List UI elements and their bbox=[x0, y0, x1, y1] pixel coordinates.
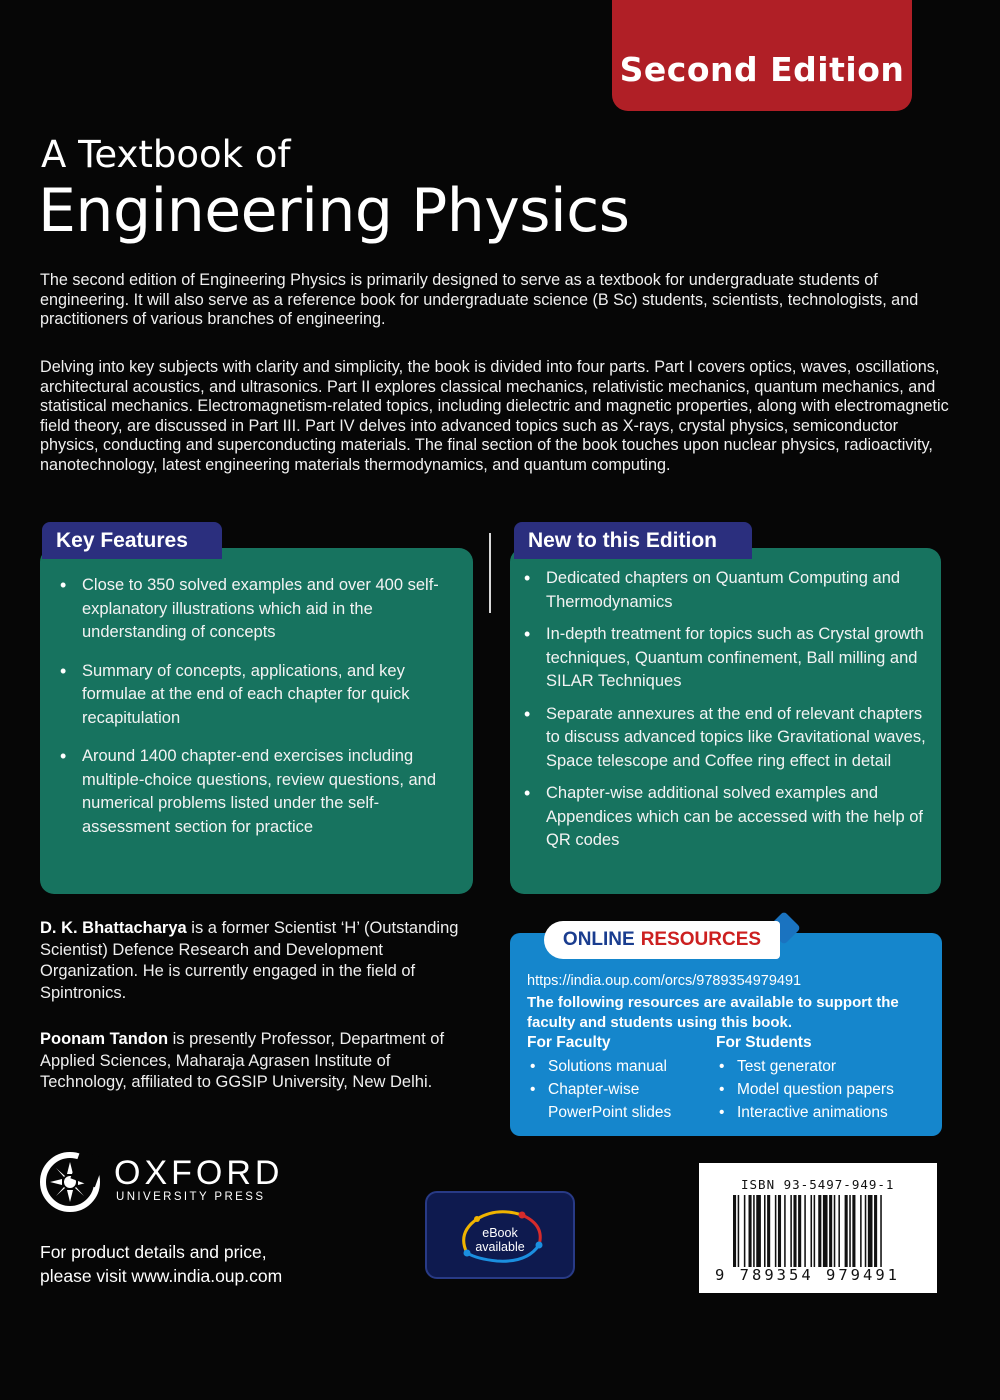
product-details-text bbox=[40, 1240, 282, 1288]
ebook-label-line2: available bbox=[475, 1240, 525, 1254]
new-edition-heading: New to this Edition bbox=[514, 522, 752, 559]
visit-line-1: For product details and price, bbox=[40, 1242, 267, 1262]
barcode-bar bbox=[790, 1195, 792, 1267]
key-feature-item: • Close to 350 solved examples and over 400 self-explanatory illustrations which aid in the understanding of concepts bbox=[56, 574, 461, 645]
author-bio-1 bbox=[40, 918, 470, 1004]
student-item: • Interactive animations bbox=[716, 1101, 894, 1124]
new-edition-item: • Separate annexures at the end of relevant chapters to discuss advanced topics like Gravitational waves, Space telescope and Coffee ring effect in detail bbox=[520, 703, 930, 774]
visit-line-2: please visit www.india.oup.com bbox=[40, 1266, 283, 1286]
edition-label: Second Edition bbox=[619, 50, 905, 89]
barcode-bar bbox=[749, 1195, 752, 1267]
barcode-bar bbox=[753, 1195, 755, 1267]
new-edition-item: • In-depth treatment for topics such as Crystal growth techniques, Quantum confinement, Ball milling and SILAR Techniques bbox=[520, 623, 930, 694]
barcode-bar bbox=[775, 1195, 777, 1267]
ebook-label-line1: eBook bbox=[482, 1226, 518, 1240]
description-paragraph-1: The second edition of Engineering Physics is primarily designed to serve as a textbook for undergraduate students of engineering. It will also serve as a reference book for undergraduate science (B Sc) students, scientists, technologists, and practitioners of various branches of engineering. bbox=[40, 271, 919, 329]
faculty-item: • Solutions manual bbox=[527, 1055, 707, 1078]
column-divider bbox=[489, 533, 491, 613]
author-name: D. K. Bhattacharya bbox=[40, 919, 187, 937]
barcode-bar bbox=[798, 1195, 801, 1267]
students-heading: For Students bbox=[716, 1034, 812, 1051]
student-resources bbox=[716, 1034, 894, 1124]
author-bio-2 bbox=[40, 1029, 470, 1094]
barcode-bar bbox=[880, 1195, 882, 1267]
ebook-badge-icon bbox=[425, 1191, 575, 1279]
barcode-bar bbox=[834, 1195, 836, 1267]
key-features-heading: Key Features bbox=[42, 522, 222, 559]
online-resources-label-part1: ONLINE bbox=[562, 929, 635, 950]
key-feature-item: • Summary of concepts, applications, and key formulae at the end of each chapter for quick recapitulation bbox=[56, 660, 461, 731]
barcode-icon bbox=[733, 1195, 923, 1267]
publisher-subtitle: UNIVERSITY PRESS bbox=[116, 1191, 266, 1203]
barcode-bar bbox=[733, 1195, 736, 1267]
barcode-bar bbox=[838, 1195, 840, 1267]
book-title: Engineering Physics bbox=[38, 176, 630, 246]
faculty-resources bbox=[527, 1034, 707, 1124]
student-item: • Model question papers bbox=[716, 1078, 894, 1101]
barcode-bar bbox=[738, 1195, 740, 1267]
barcode-bar bbox=[852, 1195, 855, 1267]
barcode-bar bbox=[845, 1195, 848, 1267]
barcode-digits: 9 789354 979491 bbox=[715, 1266, 900, 1284]
isbn-label: ISBN 93-5497-949-1 bbox=[741, 1177, 895, 1192]
online-resources-label bbox=[544, 921, 780, 959]
oxford-logo-icon bbox=[40, 1152, 100, 1212]
new-edition-item: • Chapter-wise additional solved examples and Appendices which can be accessed with the help of QR codes bbox=[520, 782, 930, 853]
barcode-bar bbox=[829, 1195, 832, 1267]
barcode-bar bbox=[818, 1195, 821, 1267]
barcode-bar bbox=[860, 1195, 862, 1267]
key-features-list bbox=[56, 574, 461, 854]
author-description: is presently Professor, Department of Applied Sciences, Maharaja Agrasen Institute of Technology, affiliated to GGSIP University, New Delhi. bbox=[40, 1030, 445, 1091]
new-edition-item: • Dedicated chapters on Quantum Computing and Thermodynamics bbox=[520, 567, 930, 614]
barcode-bar bbox=[804, 1195, 806, 1267]
student-item: • Test generator bbox=[716, 1055, 894, 1078]
barcode-bar bbox=[793, 1195, 796, 1267]
edition-tab bbox=[612, 0, 912, 111]
barcode-bar bbox=[767, 1195, 770, 1267]
resources-intro: The following resources are available to support the faculty and students using this book. bbox=[527, 994, 899, 1031]
barcode-bar bbox=[823, 1195, 828, 1267]
barcode-bar bbox=[868, 1195, 873, 1267]
barcode-bar bbox=[744, 1195, 746, 1267]
description-paragraph-2: Delving into key subjects with clarity and simplicity, the book is divided into four parts. Part I covers optics, waves, oscillations, architectural acoustics, and ultrasonics. Part II explores classical mechanics, relativistic mechanics, quantum mechanics, and statistical mechanics. Electromagnetism-related topics, including dielectric and magnetic properties, along with electromagnetic field theory, are discussed in Part III. Part IV delves into advanced topics such as X-rays, crystal physics, semiconductor physics, conducting and superconducting materials. The final section of the book touches upon nuclear physics, radioactivity, nanotechnology, latest engineering materials thermodynamics, and quantum computing. bbox=[40, 358, 949, 474]
ebook-label bbox=[455, 1226, 545, 1254]
faculty-heading: For Faculty bbox=[527, 1034, 611, 1051]
new-edition-list bbox=[520, 567, 930, 862]
barcode-bar bbox=[756, 1195, 761, 1267]
faculty-item: • Chapter-wise PowerPoint slides bbox=[527, 1078, 707, 1124]
online-resources-label-part2: RESOURCES bbox=[640, 929, 762, 950]
author-description: is a former Scientist ‘H’ (Outstanding Scientist) Defence Research and Development Organization. He is currently engaged in the field of Spintronics. bbox=[40, 919, 459, 1002]
barcode-bar bbox=[814, 1195, 816, 1267]
author-name: Poonam Tandon bbox=[40, 1030, 169, 1048]
resources-url-link[interactable]: https://india.oup.com/orcs/9789354979491 bbox=[527, 973, 802, 989]
barcode-bar bbox=[778, 1195, 781, 1267]
barcode-bar bbox=[764, 1195, 766, 1267]
key-feature-item: • Around 1400 chapter-end exercises including multiple-choice questions, review questions, and numerical problems listed under the self-assessment section for practice bbox=[56, 745, 461, 839]
barcode-bar bbox=[874, 1195, 877, 1267]
barcode-bar bbox=[784, 1195, 786, 1267]
book-title-prefix: A Textbook of bbox=[41, 133, 291, 176]
isbn-barcode-box bbox=[699, 1163, 937, 1293]
publisher-name: OXFORD bbox=[114, 1154, 284, 1192]
barcode-bar bbox=[811, 1195, 813, 1267]
barcode-bar bbox=[849, 1195, 851, 1267]
barcode-bar bbox=[865, 1195, 867, 1267]
